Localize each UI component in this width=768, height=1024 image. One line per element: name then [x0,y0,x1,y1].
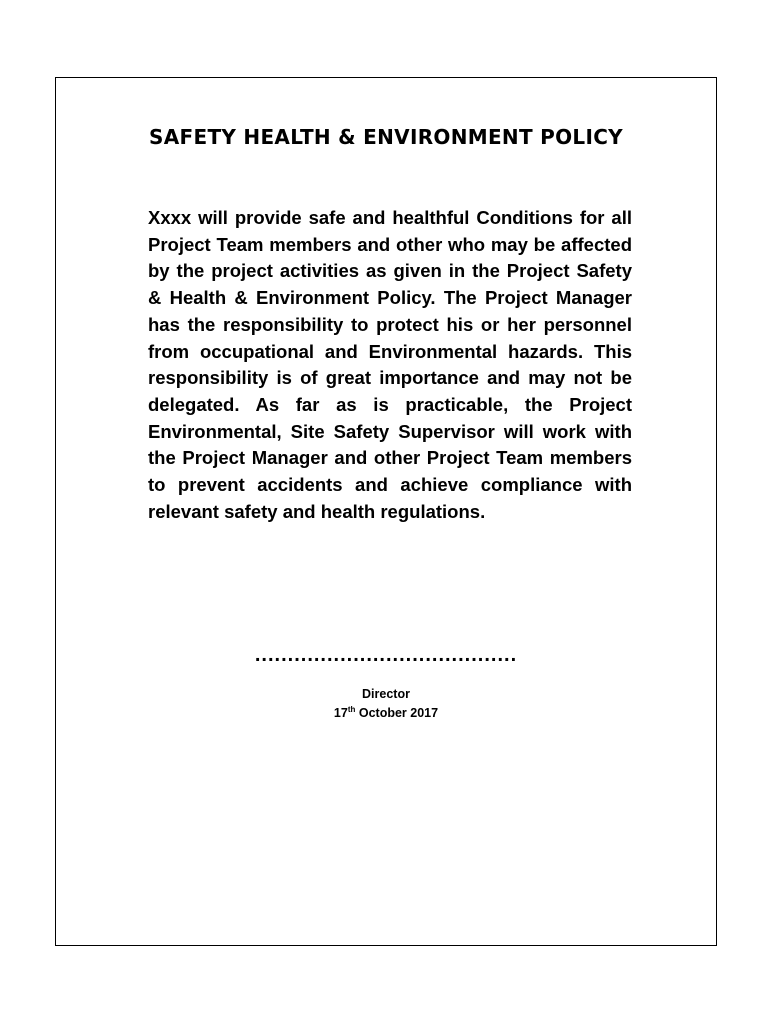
date-month-year: October 2017 [355,706,439,720]
date-day: 17 [333,706,348,720]
date-ordinal-suffix: th [347,705,356,714]
page-frame [55,77,717,946]
signature-line: ........................................ [254,644,518,666]
policy-title: SAFETY HEALTH & ENVIRONMENT POLICY [149,125,623,149]
policy-body-text: Xxxx will provide safe and healthful Conditions for all Project Team members and other who may be affected by the project activities as given in the Project Safety & Health & Environment Policy. The Project Manager has the responsibility to protect his or her personnel from occupational and Environmental hazards. This responsibility is of great importance and may not be delegated. As far as is practicable, the Project Environmental, Site Safety Supervisor will work with the Project Manager and other Project Team members to prevent accidents and achieve compliance with relevant safety and health regulations. [148,207,632,522]
signatory-title: Director [362,687,410,701]
signature-date [56,704,716,722]
